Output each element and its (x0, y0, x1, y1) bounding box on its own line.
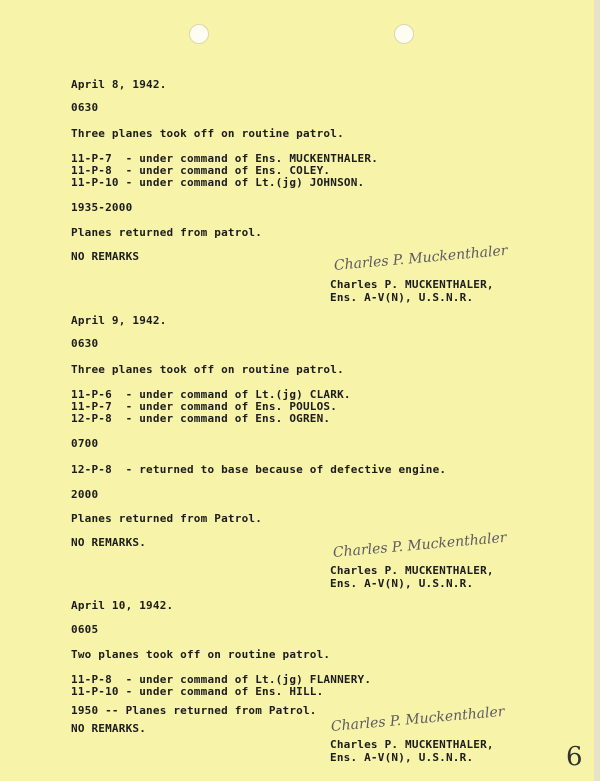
assignment-line: 11-P-8 - under command of Ens. COLEY. (71, 164, 331, 177)
assignment-line: 11-P-10 - under command of Lt.(jg) JOHNSON. (71, 176, 365, 189)
page-number: 6 (566, 742, 583, 772)
assignment-line: 11-P-6 - under command of Lt.(jg) CLARK. (71, 388, 351, 401)
assignment-line: 11-P-10 - under command of Ens. HILL. (71, 685, 324, 698)
signer-rank: Ens. A-V(N), U.S.N.R. (330, 577, 474, 590)
signer-name: Charles P. MUCKENTHALER, (330, 278, 494, 291)
handwritten-signature: Charles P. Muckenthaler (330, 703, 506, 735)
assignment-line: 11-P-8 - under command of Lt.(jg) FLANNERY. (71, 673, 372, 686)
entry-event: Two planes took off on routine patrol. (71, 648, 331, 661)
assignment-line: 12-P-8 - under command of Ens. OGREN. (71, 412, 331, 425)
entry-date: April 8, 1942. (71, 78, 167, 91)
entry-event: Planes returned from patrol. (71, 226, 263, 239)
remarks: NO REMARKS. (71, 722, 147, 735)
handwritten-signature: Charles P. Muckenthaler (333, 242, 509, 274)
signer-rank: Ens. A-V(N), U.S.N.R. (330, 751, 474, 764)
entry-event: 12-P-8 - returned to base because of defective engine. (71, 463, 447, 476)
handwritten-signature: Charles P. Muckenthaler (332, 529, 508, 561)
signer-name: Charles P. MUCKENTHALER, (330, 564, 494, 577)
entry-date: April 9, 1942. (71, 314, 167, 327)
assignment-line: 11-P-7 - under command of Ens. POULOS. (71, 400, 338, 413)
entry-time: 2000 (71, 488, 99, 501)
entry-event: Three planes took off on routine patrol. (71, 363, 344, 376)
page-edge (594, 0, 600, 781)
entry-time: 1935-2000 (71, 201, 133, 214)
entry-event: Three planes took off on routine patrol. (71, 127, 344, 140)
signer-rank: Ens. A-V(N), U.S.N.R. (330, 291, 474, 304)
entry-time: 0630 (71, 337, 99, 350)
entry-time: 0700 (71, 437, 99, 450)
entry-date: April 10, 1942. (71, 599, 174, 612)
signer-name: Charles P. MUCKENTHALER, (330, 738, 494, 751)
entry-event: Planes returned from Patrol. (71, 512, 263, 525)
punch-hole-left (189, 24, 209, 44)
entry-time: 0630 (71, 101, 99, 114)
punch-hole-right (394, 24, 414, 44)
entry-time: 0605 (71, 623, 99, 636)
remarks: NO REMARKS. (71, 536, 147, 549)
assignment-line: 11-P-7 - under command of Ens. MUCKENTHALER. (71, 152, 379, 165)
entry-event: 1950 -- Planes returned from Patrol. (71, 704, 317, 717)
remarks: NO REMARKS (71, 250, 140, 263)
